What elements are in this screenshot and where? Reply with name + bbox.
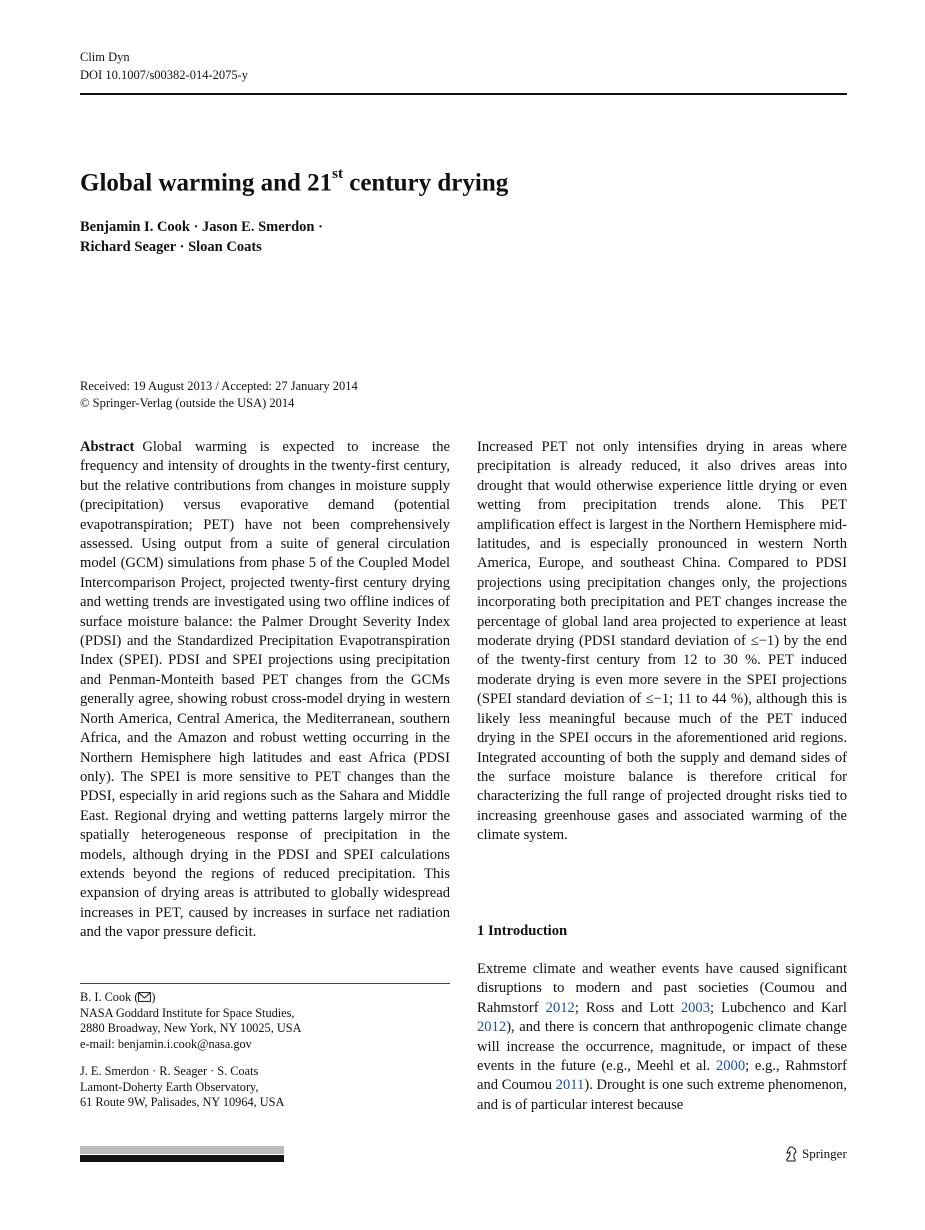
copyright: © Springer-Verlag (outside the USA) 2014 <box>80 395 295 410</box>
email[interactable]: e-mail: benjamin.i.cook@nasa.gov <box>80 1036 252 1051</box>
affiliation: NASA Goddard Institute for Space Studies, <box>80 1005 295 1020</box>
article-title: Global warming and 21st century drying <box>80 166 509 197</box>
authors-line-1: Benjamin I. Cook · Jason E. Smerdon · <box>80 219 323 235</box>
footnote-rule <box>80 983 450 984</box>
abstract-paragraph <box>80 438 450 943</box>
citation-link[interactable]: 2003 <box>680 999 710 1016</box>
citation-link[interactable]: 2000 <box>715 1058 746 1075</box>
address: 2880 Broadway, New York, NY 10025, USA <box>80 1021 302 1035</box>
header-rule <box>80 93 847 95</box>
springer-chess-knight-icon <box>784 1146 798 1162</box>
coauthors: J. E. Smerdon · R. Seager · S. Coats Lamont-Doherty Earth Observatory, 61 Route 9W, Palisades, NY 10964, USA <box>80 1064 301 1111</box>
citation-link[interactable]: 2011 <box>555 1077 585 1094</box>
journal-name: Clim Dyn <box>80 50 130 64</box>
introduction-body <box>477 960 847 1115</box>
journal-header <box>80 48 248 84</box>
article-dates <box>80 378 358 411</box>
abstract-left-column <box>80 438 450 943</box>
abstract-text: Global warming is expected to increase the frequency and intensity of droughts in the twenty-first century, but the relative contributions from changes in moisture supply (precipitation) versus evaporative demand (potential evapotranspiration; PET) have not been comprehensively assessed. Using output from a suite of general circulation model (GCM) simulations from phase 5 of the Coupled Model Intercomparison Project, projected twenty-first century drying and wetting trends are investigated using two offline indices of surface moisture balance: the Palmer Drought Severity Index (PDSI) and the Standardized Precipitation Evapotranspiration Index (SPEI). PDSI and SPEI projections using precipitation and Penman-Monteith based PET changes from the GCMs generally agree, showing robust cross-model drying in western North America, Central America, the Mediterranean, southern Africa, and the Amazon and robust wetting occurring in the Northern Hemisphere high latitudes and east Africa (PDSI only). The SPEI is more sensitive to PET changes than the PDSI, especially in arid regions such as the Sahara and Middle East. Regional drying and wetting patterns largely mirror the spatially heterogeneous response of precipitation in the models, although drying in the PDSI and SPEI calculations extends beyond the regions of reduced precipitation. This expansion of drying areas is attributed to globally widespread increases in PET, caused by increases in surface net radiation and the vapor pressure deficit. <box>80 439 450 941</box>
authors-line-2: Richard Seager · Sloan Coats <box>80 239 262 255</box>
citation-link[interactable]: 2012 <box>477 1019 507 1036</box>
received-accepted: Received: 19 August 2013 / Accepted: 27 January 2014 <box>80 379 358 393</box>
section-heading-introduction: 1 Introduction <box>477 923 568 939</box>
publisher-logo <box>784 1145 847 1163</box>
affiliation: Lamont-Doherty Earth Observatory, <box>80 1079 259 1094</box>
barcode-graphic <box>80 1146 284 1162</box>
address: 61 Route 9W, Palisades, NY 10964, USA <box>80 1095 285 1109</box>
envelope-icon <box>138 992 151 1002</box>
corresponding-author: B. I. Cook ( ) NASA Goddard Institute for Space Studies, 2880 Broadway, New York, NY 10025, USA e-mail: benjamin.i.cook@nasa.gov <box>80 990 302 1051</box>
citation-link[interactable]: 2012 <box>545 999 575 1016</box>
introduction-paragraph: Extreme climate and weather events have caused significant disruptions to modern and past societies (Coumou and Rahmstorf 2012; Ross and Lott 2003; Lubchenco and Karl 2012), and there is concern that anthropogenic climate change will increase the occurrence, magnitude, or impact of these events in the future (e.g., Meehl et al. 2000; e.g., Rahmstorf and Coumou 2011). Drought is one such extreme phenomenon, and is of particular interest because <box>477 961 848 1113</box>
doi[interactable]: DOI 10.1007/s00382-014-2075-y <box>80 68 249 82</box>
abstract-continued: Increased PET not only intensifies drying in areas where precipitation is already reduced, it also drives areas into drought that would otherwise experience little drying or even wetting from precipitation trends alone. This PET amplification effect is largest in the Northern Hemisphere mid-latitudes, and is especially pronounced in western North America, Europe, and southeast China. Compared to PDSI projections using precipitation changes only, the projections incorporating both precipitation and PET changes increase the percentage of global land area projected to experience at least moderate drying (PDSI standard deviation of ≤−1) by the end of the twenty-first century from 12 to 30 %. PET induced moderate drying is even more severe in the SPEI projections (SPEI standard deviation of ≤−1; 11 to 44 %), although this is likely less meaningful because much of the PET induced drying in the SPEI occurs in the aforementioned arid regions. Integrated accounting of both the supply and demand sides of the surface moisture balance is therefore critical for characterizing the full range of projected drought risks tied to increasing greenhouse gases and associated warming of the climate system. <box>477 439 847 844</box>
abstract-heading: Abstract <box>80 439 135 455</box>
abstract-right-column <box>477 438 847 846</box>
author-footnotes <box>80 990 301 1123</box>
publisher-name: Springer <box>802 1146 847 1161</box>
author-list <box>80 217 323 257</box>
